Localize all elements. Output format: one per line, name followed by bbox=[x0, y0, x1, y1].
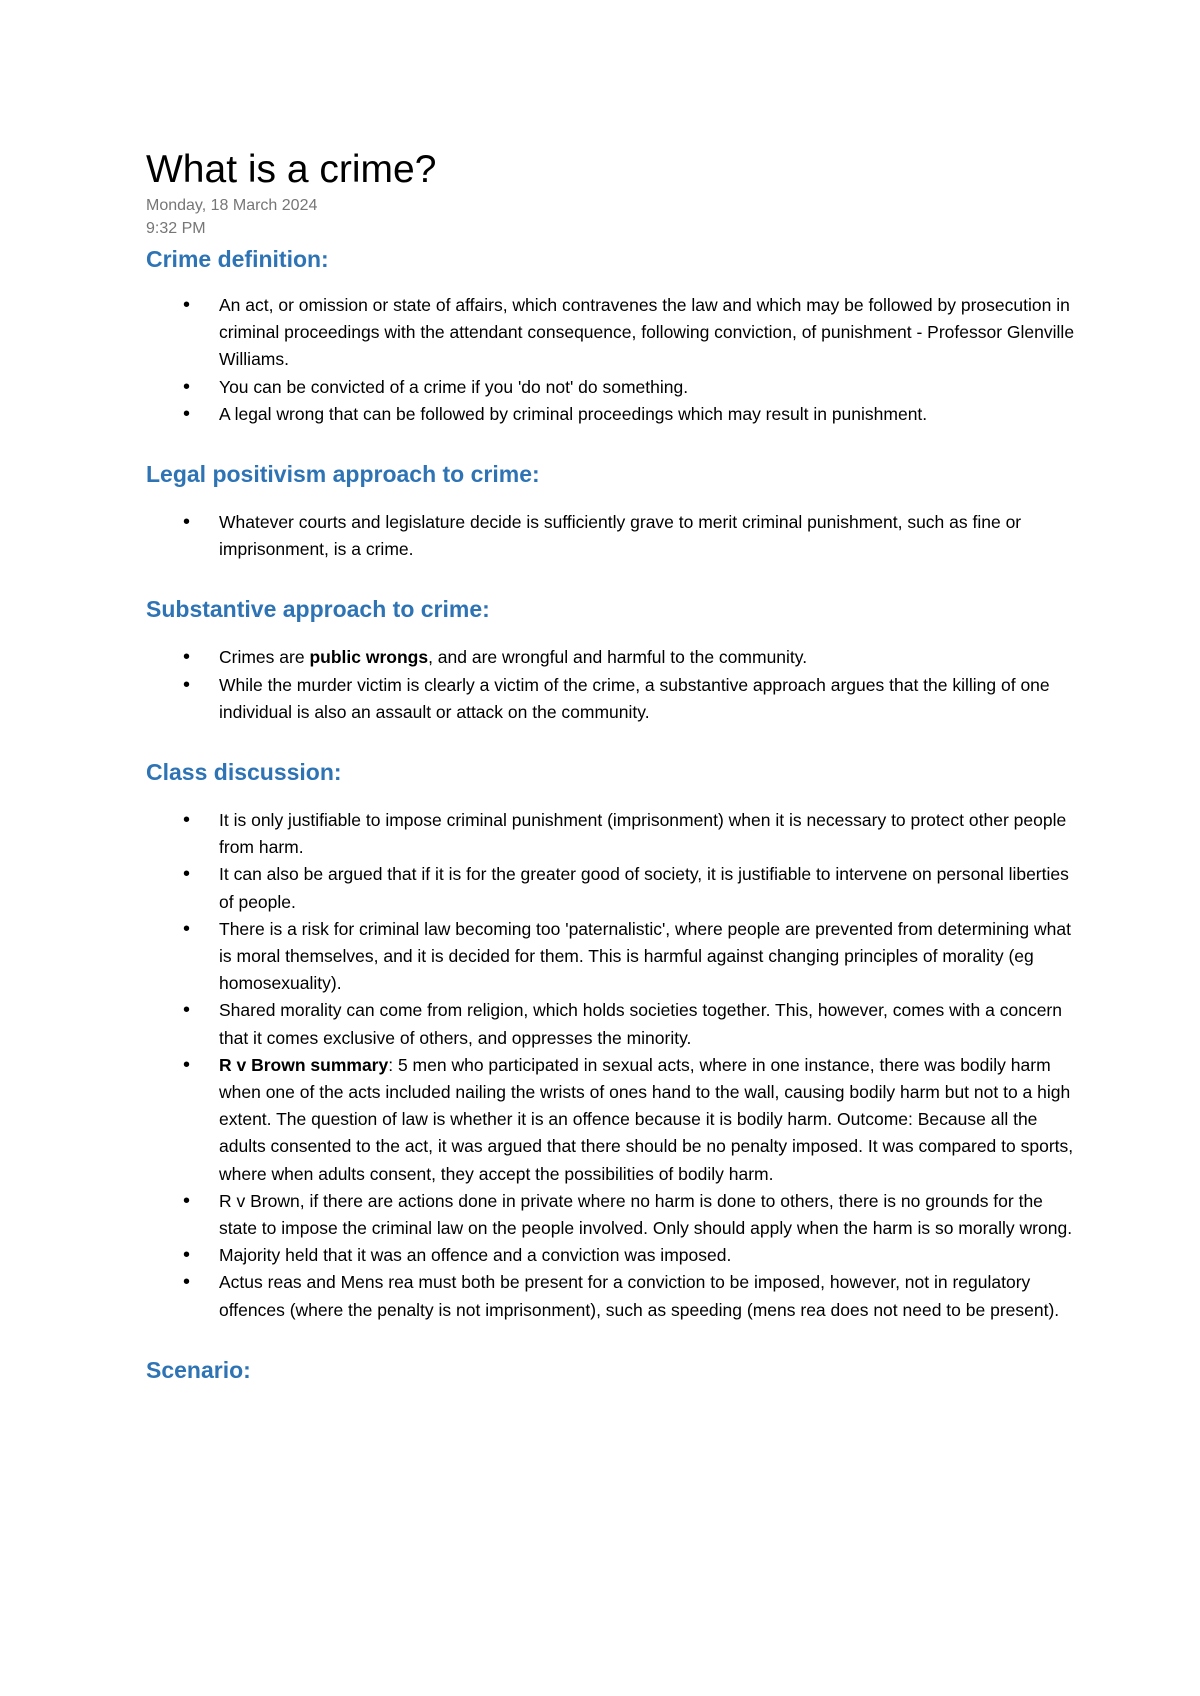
bullet-icon: • bbox=[183, 1189, 191, 1212]
bullet-icon: • bbox=[183, 646, 191, 669]
note-content bbox=[146, 146, 1076, 1385]
note-time: 9:32 PM bbox=[146, 220, 206, 237]
list-class-discussion bbox=[146, 807, 1076, 1324]
heading-crime-definition[interactable]: Crime definition: bbox=[146, 246, 329, 272]
bullet-icon: • bbox=[183, 1244, 191, 1267]
list-item[interactable] bbox=[146, 509, 1076, 563]
list-item[interactable] bbox=[146, 1052, 1076, 1188]
list-item-bold-text: R v Brown summary bbox=[219, 1054, 389, 1075]
list-item[interactable] bbox=[146, 374, 1076, 401]
list-legal-positivism bbox=[146, 509, 1076, 563]
list-item-text: You can be convicted of a crime if you 'do not' do something. bbox=[219, 376, 689, 397]
list-item[interactable] bbox=[146, 292, 1076, 374]
list-item[interactable] bbox=[146, 672, 1076, 726]
bullet-icon: • bbox=[183, 294, 191, 316]
bullet-icon: • bbox=[183, 809, 191, 832]
list-item[interactable] bbox=[146, 916, 1076, 998]
list-item-text: There is a risk for criminal law becoming too 'paternalistic', where people are prevented from determining what is moral themselves, and it is decided for them. This is harmful against changing principles of morality (eg homosexuality). bbox=[219, 918, 1071, 994]
list-item[interactable] bbox=[146, 1242, 1076, 1269]
list-item-text: Actus reas and Mens rea must both be present for a conviction to be imposed, however, not in regulatory offences (where the penalty is not imprisonment), such as speeding (mens rea does not need to be present). bbox=[219, 1272, 1060, 1320]
heading-scenario[interactable]: Scenario: bbox=[146, 1356, 251, 1383]
list-item-text: Whatever courts and legislature decide is sufficiently grave to merit criminal punishment, such as fine or imprisonment, is a crime. bbox=[219, 512, 1022, 560]
bullet-icon: • bbox=[183, 1053, 191, 1076]
note-date: Monday, 18 March 2024 bbox=[146, 197, 318, 214]
bullet-icon: • bbox=[183, 673, 191, 696]
list-item[interactable] bbox=[146, 861, 1076, 915]
list-item-text: Majority held that it was an offence and a conviction was imposed. bbox=[219, 1245, 732, 1266]
list-item[interactable] bbox=[146, 1188, 1076, 1242]
list-item-text: An act, or omission or state of affairs, which contravenes the law and which may be followed by prosecution in criminal proceedings with the attendant consequence, following conviction, of punishment - Professor Glenville Williams. bbox=[219, 295, 1075, 370]
bullet-icon: • bbox=[183, 917, 191, 940]
page-title[interactable]: What is a crime? bbox=[146, 148, 437, 191]
heading-class-discussion[interactable]: Class discussion: bbox=[146, 759, 342, 786]
list-item[interactable] bbox=[146, 644, 1076, 671]
list-item-bold-text: public wrongs bbox=[309, 647, 429, 668]
bullet-icon: • bbox=[183, 511, 191, 534]
list-item-text: It can also be argued that if it is for the greater good of society, it is justifiable to intervene on personal liberties of people. bbox=[219, 864, 1069, 912]
list-item-text: R v Brown, if there are actions done in private where no harm is done to others, there is no grounds for the state to impose the criminal law on the people involved. Only should apply when the harm is so morally wrong. bbox=[219, 1190, 1073, 1239]
bullet-icon: • bbox=[183, 863, 191, 886]
bullet-icon: • bbox=[183, 999, 191, 1022]
list-item-text: A legal wrong that can be followed by criminal proceedings which may result in punishment. bbox=[219, 403, 928, 424]
bullet-icon: • bbox=[183, 1271, 191, 1294]
bullet-icon: • bbox=[183, 375, 191, 398]
list-item[interactable] bbox=[146, 1269, 1076, 1323]
list-item-text: It is only justifiable to impose criminal punishment (imprisonment) when it is necessary to protect other people from harm. bbox=[219, 810, 1067, 858]
heading-legal-positivism[interactable]: Legal positivism approach to crime: bbox=[146, 461, 540, 488]
list-item-text: Shared morality can come from religion, which holds societies together. This, however, comes with a concern that it comes exclusive of others, and oppresses the minority. bbox=[219, 1000, 1062, 1048]
bullet-icon: • bbox=[183, 402, 191, 425]
list-item[interactable] bbox=[146, 401, 1076, 428]
list-crime-definition bbox=[146, 292, 1076, 428]
list-substantive-approach bbox=[146, 644, 1076, 726]
heading-substantive-approach[interactable]: Substantive approach to crime: bbox=[146, 596, 490, 623]
list-item[interactable] bbox=[146, 997, 1076, 1051]
list-item-text-after: : 5 men who participated in sexual acts, where in one instance, there was bodily harm when one of the acts included nailing the wrists of ones hand to the wall, causing bodily harm but not to a high extent. The question of law is whether it is an offence because it is bodily harm. Outcome: Because all the adults consented to the act, it was argued that there should be no penalty imposed. It was compared to sports, where when adults consent, they accept the possibilities of bodily harm. bbox=[219, 1054, 1074, 1184]
list-item-text: While the murder victim is clearly a victim of the crime, a substantive approach argues that the killing of one individual is also an assault or attack on the community. bbox=[219, 674, 1050, 722]
list-item[interactable] bbox=[146, 807, 1076, 861]
list-item-text-after: , and are wrongful and harmful to the community. bbox=[428, 647, 808, 668]
list-item-text-before: Crimes are bbox=[219, 647, 310, 668]
